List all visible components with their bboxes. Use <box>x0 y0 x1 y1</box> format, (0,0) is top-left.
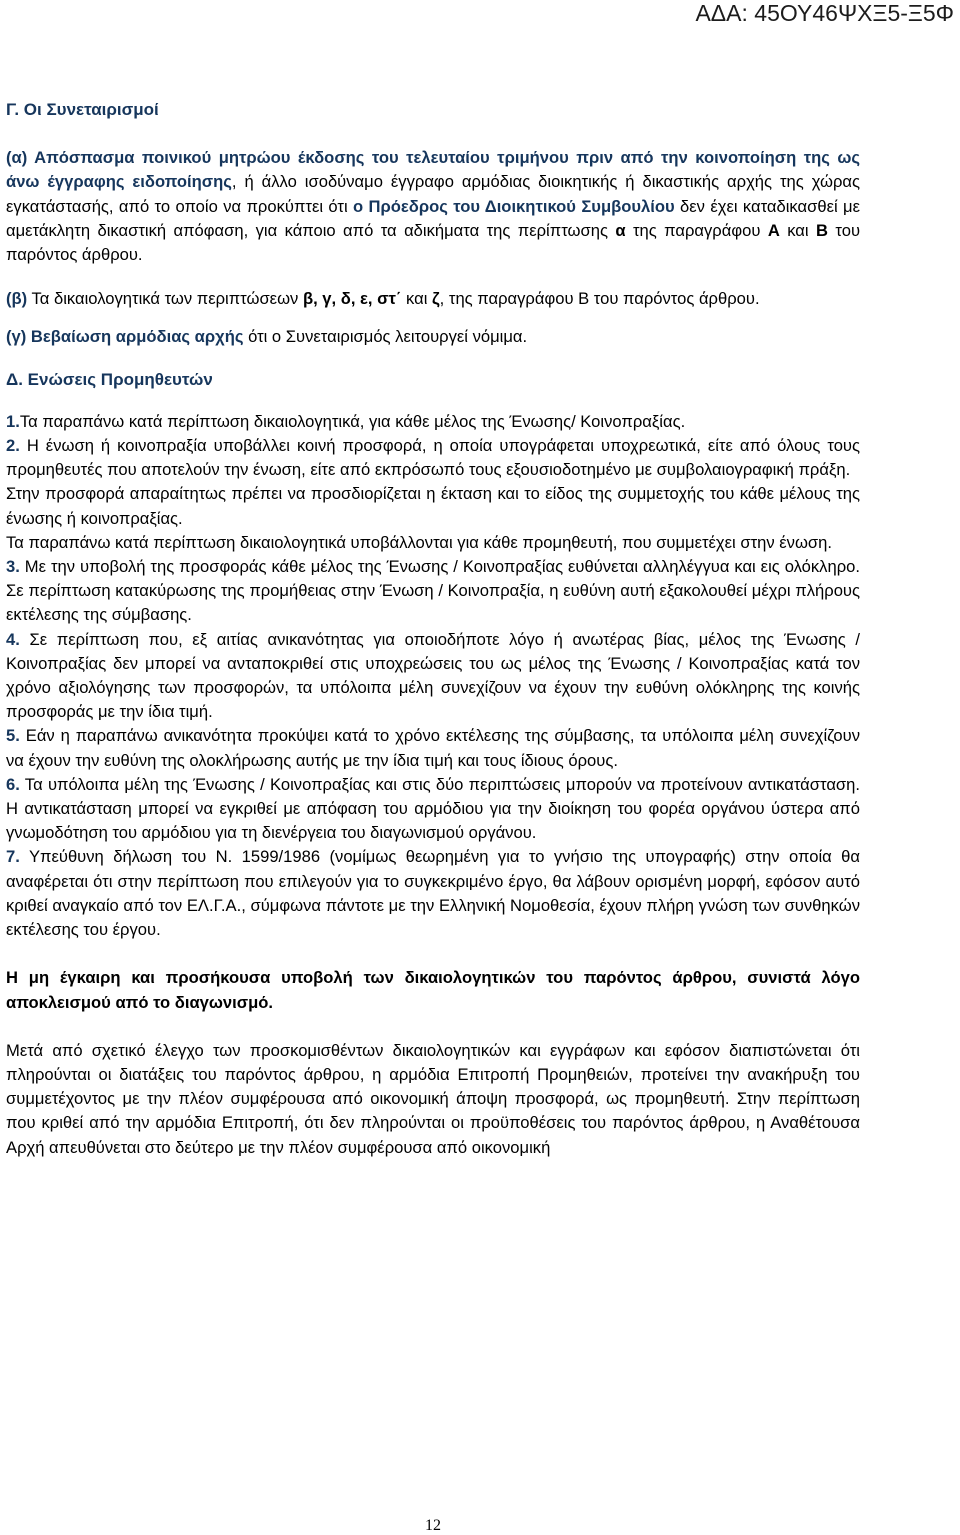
item-a-label: (α) Απόσπασμα ποινικού μητρώου έκδοσης του τελευταίου τριμήνου πριν από την κοινοποίηση της ως άνω έγγραφης ειδοποίησης <box>6 148 860 192</box>
item-b-label: (β) <box>6 289 28 309</box>
document-body <box>6 98 860 1160</box>
item-c-label: (γ) Βεβαίωση αρμόδιας αρχής <box>6 327 244 347</box>
section-g-heading: Γ. Οι Συνεταιρισμοί <box>6 100 159 119</box>
item-2-number: 2. <box>6 436 20 456</box>
item-2-text: Η ένωση ή κοινοπραξία υποβάλλει κοινή προσφορά, η οποία υπογράφεται υποχρεωτικά, είτε από όλους τους προμηθευτές που αποτελούν την ένωση, είτε από εκπρόσωπό τους εξουσιοδοτημένο με συμβολαιογραφική πράξη. <box>6 436 860 480</box>
item-5-number: 5. <box>6 726 20 746</box>
item-1-number: 1. <box>6 411 20 431</box>
item-1-text: Τα παραπάνω κατά περίπτωση δικαιολογητικά, για κάθε μέλος της Ένωσης/ Κοινοπραξίας. <box>19 411 686 431</box>
item-a-text-4: και <box>779 220 816 240</box>
item-5-text: Εάν η παραπάνω ανικανότητα προκύψει κατά το χρόνο εκτέλεσης της σύμβασης, τα υπόλοιπα μέλη συνεχίζουν να έχουν την ευθύνη της ολοκλήρωσης αυτής με την ίδια τιμή και τους ίδιους όρους. <box>6 726 860 770</box>
item-7-text: Υπεύθυνη δήλωση του Ν. 1599/1986 (νομίμως θεωρημένη για το γνήσιο της υπογραφής) στην οποία θα αναφέρεται ότι στην περίπτωση που επιλεγούν για το συγκεκριμένο έργο, θα λάβουν ορισμένη μορφή, εφόσον αυτό κριθεί αναγκαίο από τον ΕΛ.Γ.Α., σύμφωνα πάντοτε με την Ελληνική Νομοθεσία, έχουν πλήρη γνώση των συνθηκών εκτέλεσης του έργου. <box>6 847 860 940</box>
item-a-bold-4: Β <box>816 220 828 240</box>
item-a-bold-2: α <box>615 220 626 240</box>
closing-paragraph: Μετά από σχετικό έλεγχο των προσκομισθέντων δικαιολογητικών και εγγράφων και εφόσον διαπιστώνεται ότι πληρούνται οι διατάξεις του παρόντος άρθρου, η αρμόδια Επιτροπή Προμηθειών, προτείνει την ανακήρυξη του συμμετέχοντος με την πλέον συμφέρουσα από οικονομική άποψη προσφορά, ως προμηθευτή. Στην περίπτωση που κριθεί από την αρμόδια Επιτροπή, ότι δεν πληρούνται οι προϋποθέσεις του παρόντος άρθρου, η Αναθέτουσα Αρχή απευθύνεται στο δεύτερο με την πλέον συμφέρουσα από οικονομική <box>6 1040 860 1157</box>
item-a-text-1: , ή άλλο ισοδύναμο έγγραφο αρμόδιας διοικητικής ή δικαστικής αρχής της χώρας εγκατάστασής, από το οποίο να προκύπτει ότι <box>6 172 860 216</box>
item-6-number: 6. <box>6 774 20 794</box>
section-d-item-4 <box>6 628 860 725</box>
item-4-text: Σε περίπτωση που, εξ αιτίας ανικανότητας για οποιοδήποτε λόγο ή ανωτέρας βίας, μέλος της Ένωσης / Κοινοπραξίας δεν μπορεί να ανταποκριθεί στις υποχρεώσεις του ως μέλος της Ένωσης / Κοινοπραξίας κατά τον χρόνο αξιολόγησης των προσφορών, τα υπόλοιπα μέλη συνεχίζουν να έχουν την ευθύνη ολόκληρης της κοινής προσφοράς με την ίδια τιμή. <box>6 629 860 722</box>
item-b-bold-2: ζ <box>432 289 440 309</box>
item-a-text-2: δεν έχει καταδικασθεί με αμετάκλητη δικαστική απόφαση, για κάποιο από τα αδικήματα της περίπτωσης <box>6 196 861 240</box>
item-7-number: 7. <box>6 847 20 867</box>
item-3-number: 3. <box>6 557 20 577</box>
section-d-item-2 <box>6 434 860 482</box>
item-c-text: ότι ο Συνεταιρισμός λειτουργεί νόμιμα. <box>243 327 528 347</box>
page-number: 12 <box>425 1517 441 1534</box>
section-d-item-3 <box>6 555 860 628</box>
item-3-text: Με την υποβολή της προσφοράς κάθε μέλος της Ένωσης / Κοινοπραξίας ευθύνεται αλληλέγγυα και εις ολόκληρο. Σε περίπτωση κατακύρωσης της προμήθειας στην Ένωση / Κοινοπραξία, η ευθύνη αυτή εξακολουθεί μέχρι πλήρους εκτέλεσης της σύμβασης. <box>6 557 860 625</box>
item-4-number: 4. <box>6 629 20 649</box>
item-a-bold-3: Α <box>767 220 780 240</box>
ada-code: ΑΔΑ: 45ΟΥ46ΨΧΞ5-Ξ5Φ <box>695 0 954 26</box>
section-d-heading: Δ. Ενώσεις Προμηθευτών <box>6 369 213 389</box>
exclusion-note: Η μη έγκαιρη και προσήκουσα υποβολή των δικαιολογητικών του παρόντος άρθρου, συνιστά λόγο αποκλεισμού από το διαγωνισμό. <box>6 968 860 1012</box>
item-b-text-2: και <box>401 289 433 309</box>
section-g-item-a <box>6 146 860 267</box>
section-d-item-5 <box>6 724 860 772</box>
section-d-item-7 <box>6 845 860 942</box>
item-b-text-1: Τα δικαιολογητικά των περιπτώσεων <box>27 289 303 309</box>
section-d-item-6 <box>6 773 860 846</box>
section-g-item-c <box>6 325 860 349</box>
member-documents-paragraph: Τα παραπάνω κατά περίπτωση δικαιολογητικά υποβάλλονται για κάθε προμηθευτή, που συμμετέχει στην ένωση. <box>6 532 832 552</box>
participation-extent-paragraph: Στην προσφορά απαραίτητως πρέπει να προσδιορίζεται η έκταση και το είδος της συμμετοχής του κάθε μέλους της ένωσης ή κοινοπραξίας. <box>6 484 860 528</box>
section-g-item-b <box>6 287 860 311</box>
item-6-text: Τα υπόλοιπα μέλη της Ένωσης / Κοινοπραξίας και στις δύο περιπτώσεις μπορούν να προτείνουν αντικατάσταση. Η αντικατάσταση μπορεί να εγκριθεί με απόφαση του αρμόδιου για την διοίκηση του φορέα οργάνου ύστερα από γνωμοδότηση του αρμόδιου για τη διενέργεια του διαγωνισμού οργάνου. <box>6 774 860 843</box>
item-a-text-5: του παρόντος άρθρου. <box>6 220 861 265</box>
item-b-bold-1: β, γ, δ, ε, στ΄ <box>302 289 402 309</box>
item-a-bold-1: ο Πρόεδρος του Διοικητικού Συμβουλίου <box>353 196 675 216</box>
item-a-text-3: της παραγράφου <box>625 220 768 240</box>
section-d-item-1 <box>6 410 860 434</box>
item-b-text-3: , της παραγράφου Β του παρόντος άρθρου. <box>439 289 760 309</box>
